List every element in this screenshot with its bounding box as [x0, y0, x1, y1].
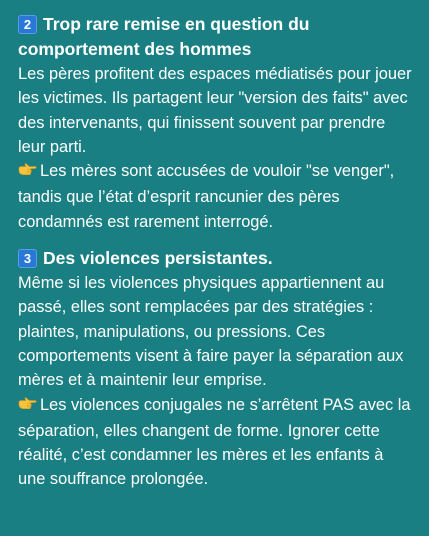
section-3-paragraph-2: Les violences conjugales ne s’arrêtent PAS avec la séparation, elles changent de forme. Ignorer cette réalité, c’est condamner les mères et les enfants à une souffrance prolongée.	[18, 395, 411, 489]
section-2-paragraph-1: Les pères profitent des espaces médiatisés pour jouer les victimes. Ils partagent leur "version des faits" avec des intervenants, qui finissent souvent par prendre leur parti.	[18, 65, 412, 156]
section-2	[18, 12, 415, 234]
section-3-paragraph-1: Même si les violences physiques appartiennent au passé, elles sont remplacées par des stratégies : plaintes, manipulations, ou pressions. Ces comportements visent à faire payer la séparation aux mères et à maintenir leur emprise.	[18, 274, 404, 390]
keycap-3-icon: 3	[18, 249, 37, 268]
section-3-heading	[18, 246, 415, 271]
section-2-title: Trop rare remise en question du comportement des hommes	[18, 14, 310, 59]
section-3-title: Des violences persistantes.	[43, 248, 273, 269]
section-3	[18, 246, 415, 492]
section-3-paragraph-2-wrap	[18, 393, 415, 492]
section-2-paragraph-2-wrap	[18, 159, 415, 234]
backhand-index-pointing-right-icon	[18, 161, 37, 185]
backhand-index-pointing-right-icon	[18, 395, 37, 419]
section-2-heading	[18, 12, 415, 62]
section-2-paragraph-2: Les mères sont accusées de vouloir "se venger", tandis que l’état d’esprit rancunier des pères condamnés est rarement interrogé.	[18, 162, 395, 231]
keycap-2-icon: 2	[18, 15, 37, 34]
